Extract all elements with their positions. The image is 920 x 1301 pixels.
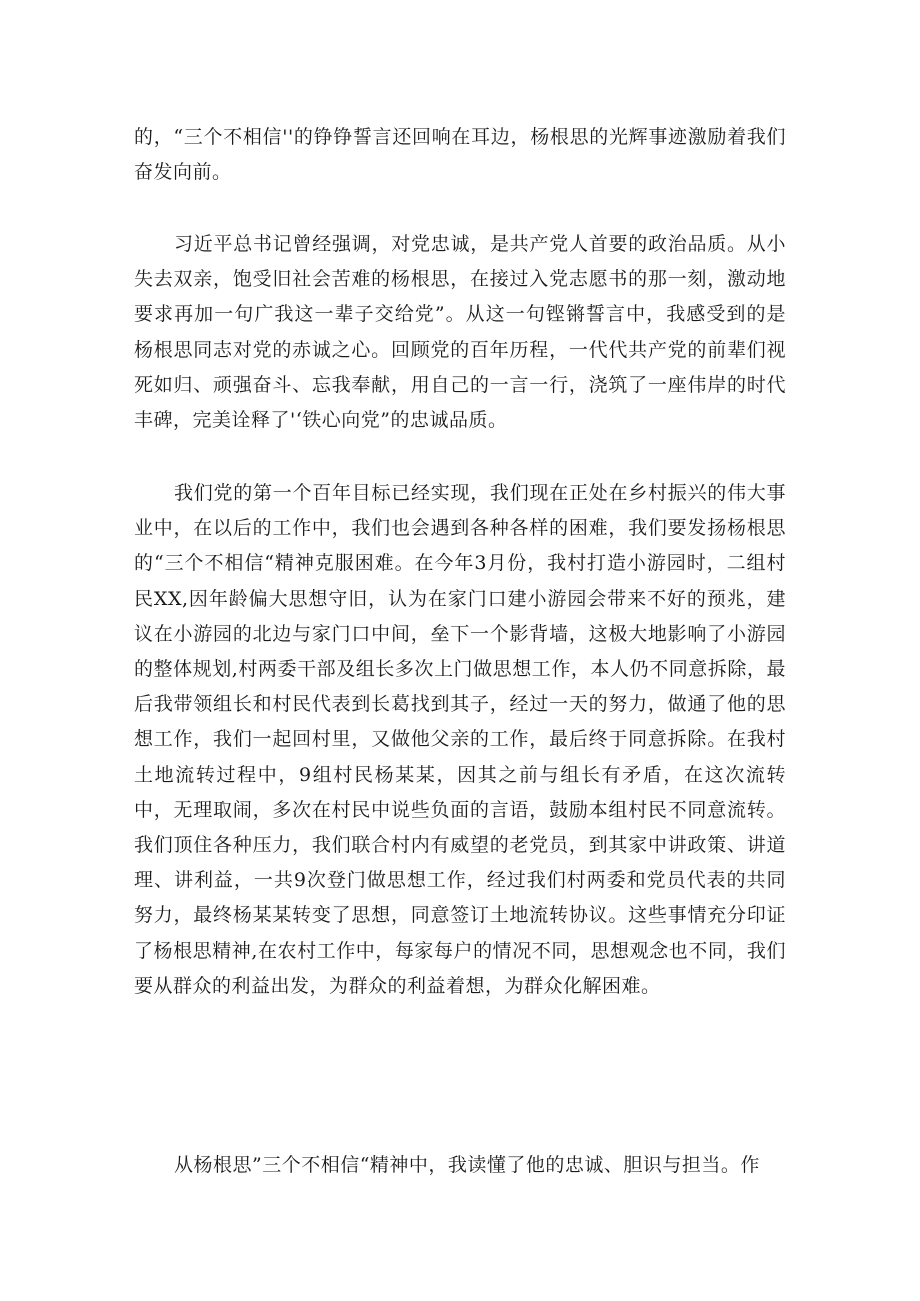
paragraph-4: 从杨根思”三个不相信“精神中，我读懂了他的忠诚、胆识与担当。作	[174, 1154, 760, 1176]
paragraph-3: 我们党的第一个百年目标已经实现，我们现在正处在乡村振兴的伟大事业中，在以后的工作中，我们也会遇到各种各样的困难，我们要发扬杨根思的“三个不相信“精神克服困难。在今年3月份，我村打造小游园时，二组村民XX,因年龄偏大思想守旧，认为在家门口建小游园会带来不好的预兆，建议在小游园的北边与家门口中间，垒下一个影背墙，这极大地影响了小游园的整体规划,村两委干部及组长多次上门做思想工作，本人仍不同意拆除，最后我带领组长和村民代表到长葛找到其子，经过一天的努力，做通了他的思想工作，我们一起回村里，又做他父亲的工作，最后终于同意拆除。在我村土地流转过程中，9组村民杨某某，因其之前与组长有矛盾，在这次流转中，无理取闹，多次在村民中说些负面的言语，鼓励本组村民不同意流转。我们顶住各种压力，我们联合村内有威望的老党员，到其家中讲政策、讲道理、讲利益，一共9次登门做思想工作，经过我们村两委和党员代表的共同努力，最终杨某某转变了思想，同意签订土地流转协议。这些事情充分印证了杨根思精神,在农村工作中，每家每户的情况不同，思想观念也不同，我们要从群众的利益出发，为群众的利益着想，为群众化解困难。	[134, 482, 786, 997]
paragraph-1: 的，“三个不相信''的铮铮誓言还回响在耳边，杨根思的光辉事迹激励着我们奋发向前。	[134, 126, 786, 184]
paragraph-2: 习近平总书记曾经强调，对党忠诚，是共产党人首要的政治品质。从小失去双亲，饱受旧社会苦难的杨根思，在接过入党志愿书的那一刻，激动地要求再加一句广我这一辈子交给党”。从这一句铿锵誓言中，我感受到的是杨根思同志对党的赤诚之心。回顾党的百年历程，一代代共产党的前辈们视死如归、顽强奋斗、忘我奉献，用自己的一言一行，浇筑了一座伟岸的时代丰碑，完美诠释了'‘铁心向党”的忠诚品质。	[134, 233, 786, 432]
